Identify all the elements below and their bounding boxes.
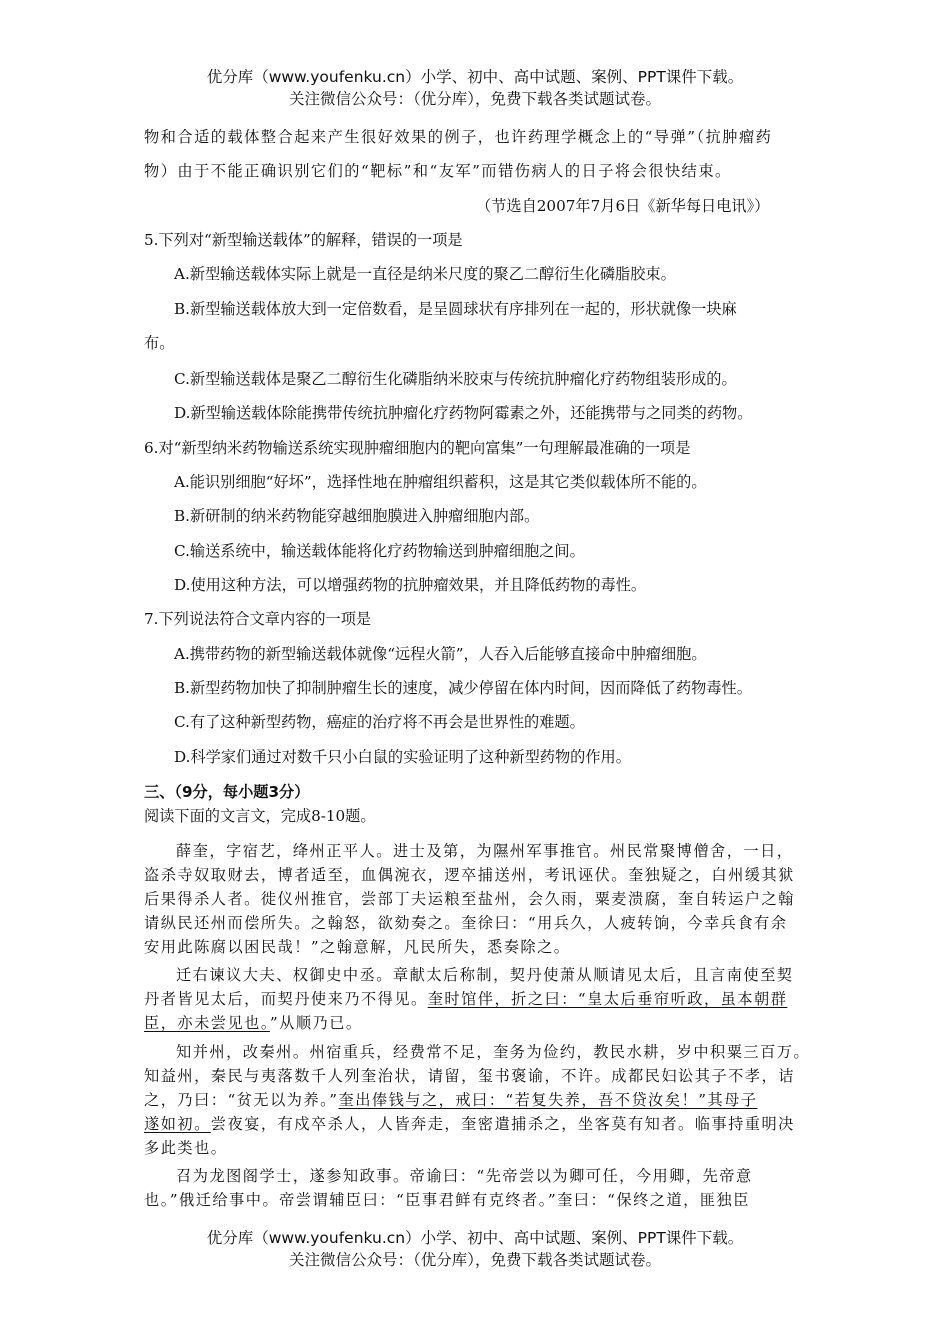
classical-p1-line-1: 薛奎，字宿艺，绛州正平人。进士及第，为隰州军事推官。州民常聚博僧舍，一日， [176,842,794,860]
footer-line-2: 关注微信公众号：（优分库），免费下载各类试题试卷。 [288,1251,661,1269]
q6-option-c: C.输送系统中，输送载体能将化疗药物输送到肿瘤细胞之间。 [174,542,585,560]
q5-stem: 5.下列对“新型输送载体”的解释，错误的一项是 [144,231,463,249]
q6-option-a: A.能识别细胞“好坏”，选择性地在肿瘤组织蓄积，这是其它类似载体所不能的。 [174,473,707,491]
header-line-1: 优分库（www.youfenku.cn）小学、初中、高中试题、案例、PPT课件下载。 [206,68,744,86]
passage-end-line-1: 物和合适的载体整合起来产生很好效果的例子，也许药理学概念上的“导弹”（抗肿瘤药 [144,128,773,146]
underlined-translation-sentence-2a: 奎出俸钱与之，戒曰：“若复失养，吾不贷汝矣！”其母子 [338,1091,758,1109]
classical-p3-line-3 [144,1089,758,1111]
classical-p2-line-3-text: ”从顺乃已。 [269,1014,363,1032]
q7-option-d: D.科学家们通过对数千只小白鼠的实验证明了这种新型药物的作用。 [174,748,631,766]
header-banner [0,66,950,110]
classical-p3-line-5: 多此类也。 [144,1139,228,1157]
classical-p4-line-2: 也。”俄迁给事中。帝尝谓辅臣曰：“臣事君鲜有克终者。”奎曰：“保终之道，匪独臣 [144,1191,750,1209]
classical-p1-line-5: 安用此陈腐以困民哉！”之翰意解，凡民所失，悉奏除之。 [144,938,571,956]
q5-option-a: A.新型输送载体实际上就是一直径是纳米尺度的聚乙二醇衍生化磷脂胶束。 [174,265,676,283]
header-line-2: 关注微信公众号：（优分库），免费下载各类试题试卷。 [288,90,661,108]
underlined-translation-sentence-2b: 遂如初。 [144,1115,211,1133]
passage-source: （节选自2007年7月6日《新华每日电讯》） [476,197,770,215]
footer-line-1: 优分库（www.youfenku.cn）小学、初中、高中试题、案例、PPT课件下载。 [206,1229,744,1247]
classical-p1-line-4: 请纵民还州而偿所失。之翰怒，欲劾奏之。奎徐曰：“用兵久，人疲转饷，今幸兵食有余 [144,914,788,932]
q7-stem: 7.下列说法符合文章内容的一项是 [144,610,372,628]
classical-p2-line-2-text: 丹者皆见太后，而契丹使来乃不得见。 [144,990,428,1008]
classical-p3-line-2: 知益州，秦民与夷落数千人列奎治状，请留，玺书褒谕，不许。成都民妇讼其子不孝，诘 [144,1067,795,1085]
section-3-instruction: 阅读下面的文言文，完成8-10题。 [144,807,376,825]
q5-option-b-line-2: 布。 [144,334,175,352]
q6-option-b: B.新研制的纳米药物能穿越细胞膜进入肿瘤细胞内部。 [174,507,540,525]
q7-option-b: B.新型药物加快了抑制肿瘤生长的速度，减少停留在体内时间，因而降低了药物毒性。 [174,679,752,697]
q5-option-c: C.新型输送载体是聚乙二醇衍生化磷脂纳米胶束与传统抗肿瘤化疗药物组装形成的。 [174,370,737,388]
q6-stem: 6.对“新型纳米药物输送系统实现肿瘤细胞内的靶向富集”一句理解最准确的一项是 [144,439,691,457]
classical-p1-line-3: 后果得杀人者。徙仪州推官，尝部丁夫运粮至盐州，会久雨，粟麦溃腐，奎自转运户之翰 [144,890,795,908]
classical-p2-line-1: 迁右谏议大夫、权御史中丞。章献太后称制，契丹使萧从顺请见太后，且言南使至契 [176,966,794,984]
classical-p2-line-3 [144,1012,363,1034]
classical-p3-line-4 [144,1113,795,1135]
q5-option-b-line-1: B.新型输送载体放大到一定倍数看，是呈圆球状有序排列在一起的，形状就像一块麻 [174,300,737,318]
q7-option-a: A.携带药物的新型输送载体就像“远程火箭”，人吞入后能够直接命中肿瘤细胞。 [174,645,707,663]
q6-option-d: D.使用这种方法，可以增强药物的抗肿瘤效果，并且降低药物的毒性。 [174,576,647,594]
classical-p3-line-3-text: 之，乃曰：“贫无以为养。” [144,1091,339,1109]
underlined-translation-sentence-1a: 奎时馆伴，折之曰：“皇太后垂帘听政，虽本朝群 [427,990,788,1008]
passage-end-line-2: 物）由于不能正确识别它们的“靶标”和“友军”而错伤病人的日子将会很快结束。 [144,162,732,180]
classical-p1-line-2: 盗杀寺奴取财去，博者适至，血偶涴衣，逻卒捕送州，考讯诬伏。奎独疑之，白州缓其狱 [144,866,795,884]
q5-option-d: D.新型输送载体除能携带传统抗肿瘤化疗药物阿霉素之外，还能携带与之同类的药物。 [174,404,753,422]
classical-p3-line-4-text: 尝夜宴，有戍卒杀人，人皆奔走，奎密遣捕杀之，坐客莫有知者。临事持重明决 [210,1115,795,1133]
q7-option-c: C.有了这种新型药物，癌症的治疗将不再会是世界性的难题。 [174,713,585,731]
classical-p3-line-1: 知并州，改秦州。州宿重兵，经费常不足，奎务为俭约，教民水耕，岁中积粟三百万。 [176,1043,811,1061]
classical-p4-line-1: 召为龙图阁学士，遂参知政事。帝谕曰：“先帝尝以为卿可任，今用卿，先帝意 [176,1167,753,1185]
section-3-heading: 三、（9分，每小题3分） [144,783,310,801]
footer-banner [0,1227,950,1271]
underlined-translation-sentence-1b: 臣，亦未尝见也。 [144,1014,270,1032]
classical-p2-line-2 [144,988,787,1010]
